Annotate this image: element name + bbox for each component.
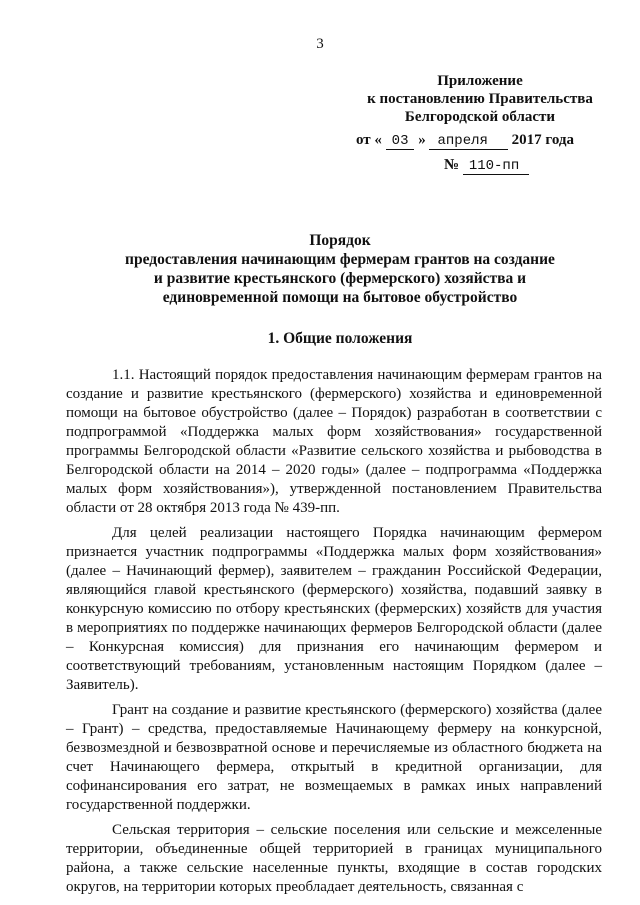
approval-block <box>340 72 620 126</box>
number-prefix: № <box>444 157 460 173</box>
approval-line-resolution: к постановлению Правительства <box>367 91 593 107</box>
date-mid: » <box>418 132 426 148</box>
date-year: 2017 года <box>511 132 574 148</box>
number-value: 110-пп <box>463 158 529 175</box>
body-text <box>66 366 602 897</box>
date-day: 03 <box>386 133 415 150</box>
paragraph-beginner-farmer: Для целей реализации настоящего Порядка начинающим фермером признается участник подпрограммы «Поддержка малых форм хозяйствования» (далее – Начинающий фермер), заявителем – гражданин Российской Федерации, являющийся главой крестьянского (фермерского) хозяйства, подавший заявку в конкурсную комиссию по отбору крестьянских (фермерских) хозяйств для участия в мероприятиях по поддержке начинающих фермеров Белгородской области (далее – Конкурсная комиссия) для признания его начинающим фермером и соответствующий требованиям, установленным настоящим Порядком (далее – Заявитель). <box>66 525 602 693</box>
date-month: апреля <box>429 133 507 150</box>
paragraph-grant: Грант на создание и развитие крестьянского (фермерского) хозяйства (далее – Грант) – средства, предоставляемые Начинающему фермеру на конкурсной, безвозмездной и безвозвратной основе и перечисляемые из областного бюджета на счет Начинающего фермера, открытый в кредитной организации, для софинансирования его затрат, не возмещаемых в рамках иных направлений государственной поддержки. <box>66 702 602 813</box>
approval-date <box>356 132 616 149</box>
paragraph-rural-territory: Сельская территория – сельские поселения или сельские и межселенные территории, объединенные общей территорией в границах муниципального района, а также сельские населенные пункты, входящие в состав городских округов, на территории которых преобладает деятельность, связанная с <box>66 822 602 895</box>
section-heading: 1. Общие положения <box>267 330 413 347</box>
approval-line-appendix: Приложение <box>437 73 523 89</box>
page-number: 3 <box>316 36 324 52</box>
title-line-2: предоставления начинающим фермерам грантов на создание <box>125 251 555 268</box>
approval-number <box>444 157 624 174</box>
document-title <box>60 231 620 307</box>
date-prefix: от « <box>356 132 382 148</box>
title-line-4: единовременной помощи на бытовое обустройство <box>162 289 518 306</box>
paragraph-1-1: 1.1. Настоящий порядок предоставления начинающим фермерам грантов на создание и развитие крестьянского (фермерского) хозяйства и единовременной помощи на бытовое обустройство (далее – Порядок) разработан в соответствии с подпрограммой «Поддержка малых форм хозяйствования» государственной программы Белгородской области «Развитие сельского хозяйства и рыбоводства в Белгородской области на 2014 – 2020 годы» (далее – подпрограмма «Поддержка малых форм хозяйствования»), утвержденной постановлением Правительства области от 28 октября 2013 года № 439-пп. <box>66 367 602 516</box>
approval-line-region: Белгородской области <box>404 109 556 125</box>
title-line-1: Порядок <box>309 232 371 249</box>
title-line-3: и развитие крестьянского (фермерского) хозяйства и <box>153 270 527 287</box>
